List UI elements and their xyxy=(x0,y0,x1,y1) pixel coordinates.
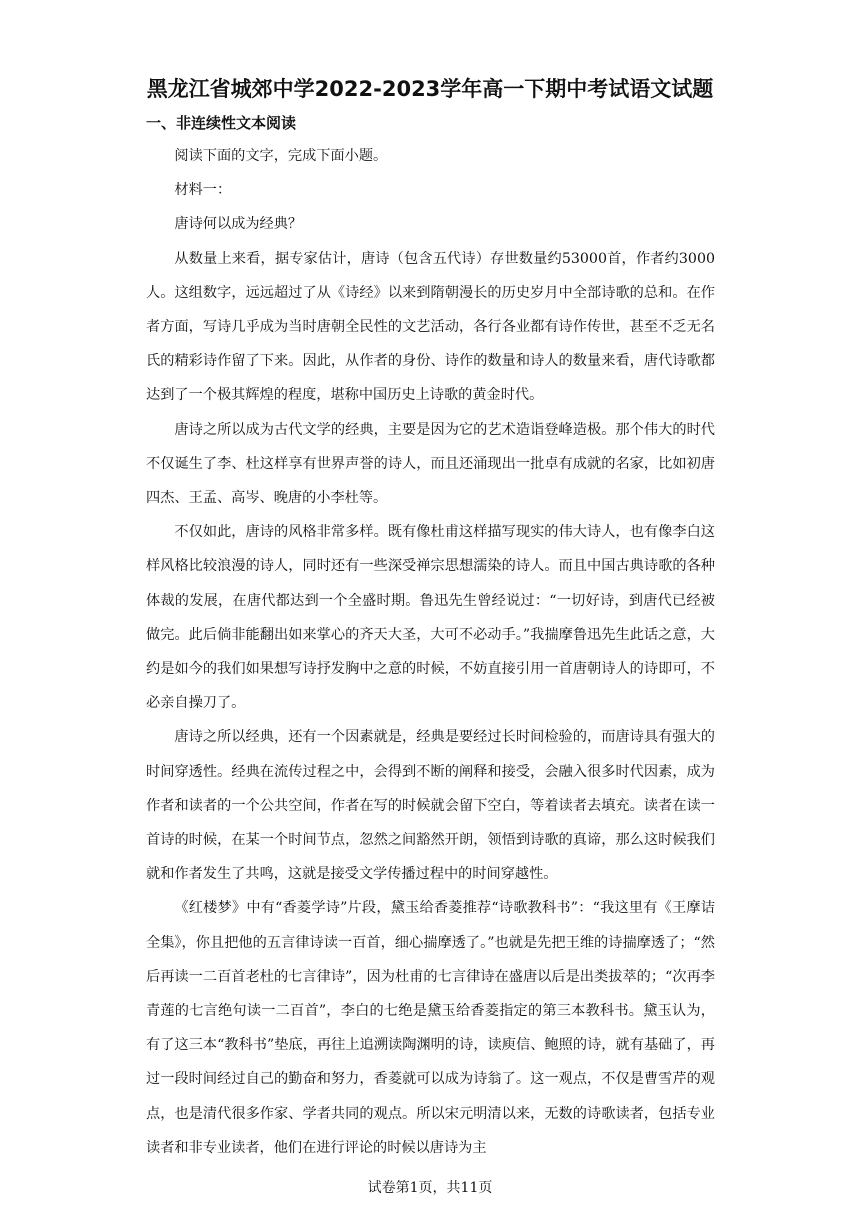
exam-title: 黑龙江省城郊中学2022-2023学年高一下期中考试语文试题 xyxy=(146,77,714,101)
paragraph: 从数量上来看，据专家估计，唐诗（包含五代诗）存世数量约53000首，作者约3000人。这组数字，远远超过了从《诗经》以来到隋朝漫长的历史岁月中全部诗歌的总和。在作者方面，写诗几乎成为当时唐朝全民性的文艺活动，各行各业都有诗作传世，甚至不乏无名氏的精彩诗作留了下来。因此，从作者的身份、诗作的数量和诗人的数量来看，唐代诗歌都达到了一个极其辉煌的程度，堪称中国历史上诗歌的黄金时代。 xyxy=(146,250,715,404)
paragraph: 唐诗之所以成为古代文学的经典，主要是因为它的艺术造诣登峰造极。那个伟大的时代不仅诞生了李、杜这样享有世界声誉的诗人，而且还涌现出一批卓有成就的名家，比如初唐四杰、王孟、高岑、晚唐的小李杜等。 xyxy=(146,421,715,507)
page-footer: 试卷第1页，共11页 xyxy=(367,1180,493,1196)
paragraph: 不仅如此，唐诗的风格非常多样。既有像杜甫这样描写现实的伟大诗人，也有像李白这样风格比较浪漫的诗人，同时还有一些深受禅宗思想濡染的诗人。而且中国古典诗歌的各种体裁的发展，在唐代都达到一个全盛时期。鲁迅先生曾经说过：“一切好诗，到唐代已经被做完。此后倘非能翻出如来掌心的齐天大圣，大可不必动手。”我揣摩鲁迅先生此话之意，大约是如今的我们如果想写诗抒发胸中之意的时候，不妨直接引用一首唐朝诗人的诗即可，不必亲自操刀了。 xyxy=(146,524,715,712)
paragraph: 唐诗之所以经典，还有一个因素就是，经典是要经过长时间检验的，而唐诗具有强大的时间穿透性。经典在流传过程之中，会得到不断的阐释和接受，会融入很多时代因素，成为作者和读者的一个公共空间，作者在写的时候就会留下空白，等着读者去填充。读者在读一首诗的时候，在某一个时间节点，忽然之间豁然开朗，领悟到诗歌的真谛，那么这时候我们就和作者发生了共鸣，这就是接受文学传播过程中的时间穿越性。 xyxy=(146,729,715,883)
section-heading: 一、非连续性文本阅读 xyxy=(146,114,297,132)
passage-title: 唐诗何以成为经典？ xyxy=(174,216,303,233)
paragraph: 《红楼梦》中有“香菱学诗”片段，黛玉给香菱推荐“诗歌教科书”：“我这里有《王摩诘全集》，你且把他的五言律诗读一百首，细心揣摩透了。”也就是先把王维的诗揣摩透了；“然后再读一二百首老杜的七言律诗”，因为杜甫的七言律诗在盛唐以后是出类拔萃的；“次再李青莲的七言绝句读一二百首”，李白的七绝是黛玉给香菱指定的第三本教科书。黛玉认为，有了这三本“教科书”垫底，再往上追溯读陶渊明的诗，读庾信、鲍照的诗，就有基础了，再过一段时间经过自己的勤奋和努力，香菱就可以成为诗翁了。这一观点，不仅是曹雪芹的观点，也是清代很多作家、学者共同的观点。所以宋元明清以来，无数的诗歌读者，包括专业读者和非专业读者，他们在进行评论的时候以唐诗为主 xyxy=(146,900,715,1156)
instruction-paragraph: 阅读下面的文字，完成下面小题。 xyxy=(174,148,388,164)
material-label: 材料一： xyxy=(174,182,232,199)
passage-body xyxy=(146,139,715,1165)
